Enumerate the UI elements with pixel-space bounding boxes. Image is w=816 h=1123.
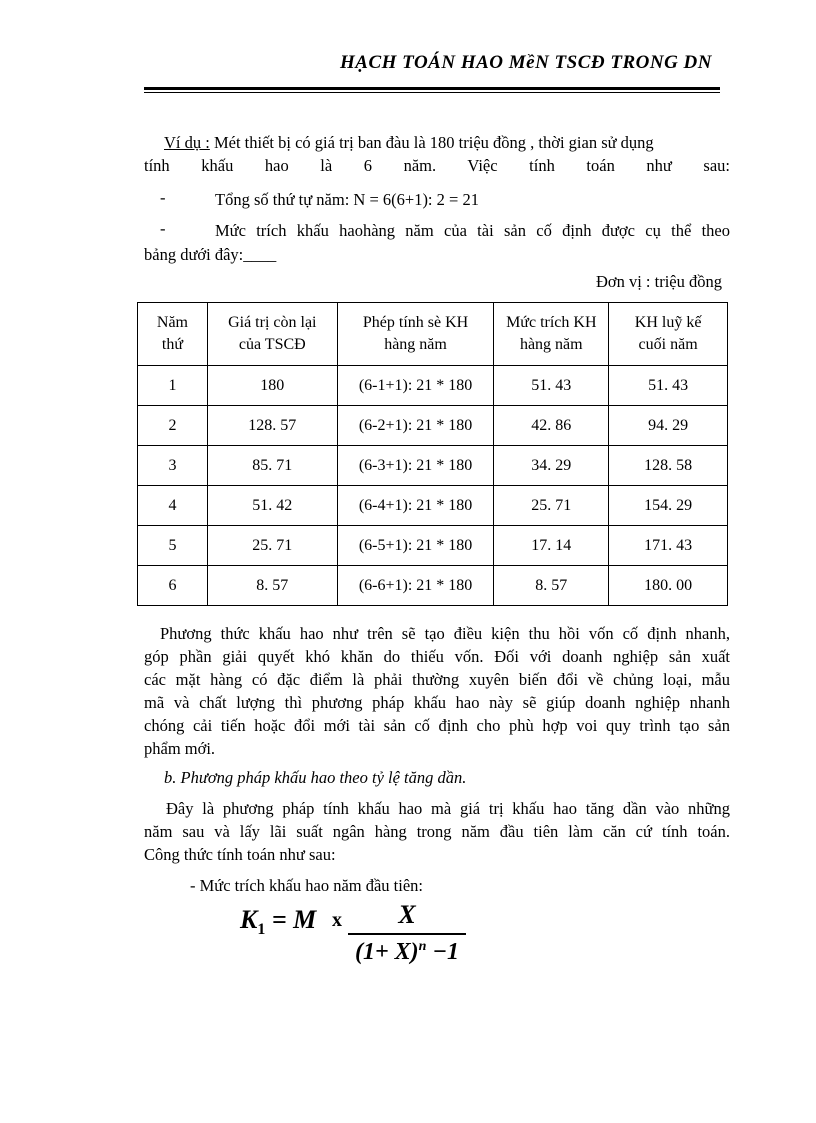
page-header-title: HẠCH TOÁN HAO MềN TSCĐ TRONG DN: [340, 52, 712, 73]
fraction-bar: [348, 933, 466, 935]
bullet-text-1: Tổng số thứ tự năm: N = 6(6+1): 2 = 21: [215, 190, 479, 209]
cell-calc: (6-2+1): 21 * 180: [337, 406, 494, 446]
paragraph-1-line-1: Phương thức khấu hao như trên sẽ tạo điều kiện thu hồi vốn cố định nhanh,: [160, 624, 730, 643]
table-row: [138, 526, 728, 566]
cell-remaining: 25. 71: [207, 526, 337, 566]
th-remaining-value: Giá trị còn lại của TSCĐ: [207, 303, 337, 366]
paragraph-1-line-6: phẩm mới.: [144, 739, 216, 758]
section-b-heading: b. Phương pháp khấu hao theo tỷ lệ tăng dần.: [164, 768, 467, 787]
formula-lhs-sub: 1: [257, 921, 266, 938]
formula-intro: - Mức trích khấu hao năm đầu tiên:: [190, 876, 423, 895]
cell-calc: (6-6+1): 21 * 180: [337, 566, 494, 606]
cell-calc: (6-5+1): 21 * 180: [337, 526, 494, 566]
formula-fraction: [348, 900, 466, 966]
example-line-1: [144, 131, 730, 154]
table-header-row: [138, 303, 728, 366]
unit-label: Đơn vị : triệu đồng: [595, 272, 722, 291]
paragraph-2-line-3: Công thức tính toán như sau:: [144, 845, 336, 864]
cell-accumulated: 94. 29: [609, 406, 728, 446]
cell-year: 2: [138, 406, 208, 446]
table-row: [138, 566, 728, 606]
formula-numerator: X: [398, 900, 416, 929]
cell-remaining: 51. 42: [207, 486, 337, 526]
bullet-text-2: Mức trích khấu haohàng năm của tài sản cố định được cụ thể theo: [215, 221, 730, 240]
cell-accumulated: 128. 58: [609, 446, 728, 486]
cell-annual: 8. 57: [494, 566, 609, 606]
formula-eq-m: = M: [271, 905, 317, 934]
cell-annual: 42. 86: [494, 406, 609, 446]
cell-accumulated: 171. 43: [609, 526, 728, 566]
cell-year: 6: [138, 566, 208, 606]
cell-remaining: 180: [207, 366, 337, 406]
table-row: [138, 446, 728, 486]
paragraph-2-line-2: năm sau và lấy lãi suất ngân hàng trong năm đầu tiên làm căn cứ tính toán.: [144, 822, 730, 841]
cell-year: 1: [138, 366, 208, 406]
example-line-2: tính khấu hao là 6 năm. Việc tính toán như sau:: [144, 156, 730, 175]
bullet-text-2-cont: bảng dưới đây:____: [144, 245, 277, 264]
cell-year: 5: [138, 526, 208, 566]
example-text-1: Mét thiết bị có giá trị ban đàu là 180 triệu đồng , thời gian sử dụng: [209, 133, 654, 152]
cell-accumulated: 180. 00: [609, 566, 728, 606]
paragraph-1-line-5: chóng cải tiến hoặc đổi mới tài sản cố định cho phù hợp voi quy trình tạo sản: [144, 716, 730, 735]
th-annual-depreciation: Mức trích KH hàng năm: [494, 303, 609, 366]
cell-calc: (6-1+1): 21 * 180: [337, 366, 494, 406]
cell-annual: 34. 29: [494, 446, 609, 486]
paragraph-1-line-4: mã và chất lượng thì phương pháp khấu hao này sẽ giúp doanh nghiệp nhanh: [144, 693, 730, 712]
cell-remaining: 85. 71: [207, 446, 337, 486]
th-calculation: Phép tính sè KH hàng năm: [337, 303, 494, 366]
paragraph-1-line-2: góp phần giải quyết khó khăn do thiếu vốn. Đối với doanh nghiệp sản xuất: [144, 647, 730, 666]
th-accumulated: KH luỹ kế cuối năm: [609, 303, 728, 366]
formula-times: x: [332, 909, 342, 931]
formula-denominator: $(1+ X)^n -1$: [354, 939, 459, 965]
table-row: [138, 486, 728, 526]
table-row: [138, 406, 728, 446]
bullet-marker-1: -: [160, 188, 166, 207]
paragraph-1-line-3: các mặt hàng có đặc điểm là phải thường xuyên biến đổi về chủng loại, mẫu: [144, 670, 730, 689]
header-rule-thin: [144, 92, 720, 93]
header-rule-thick: [144, 87, 720, 90]
depreciation-table: [137, 302, 728, 606]
formula-lhs: K: [240, 905, 258, 934]
cell-accumulated: 51. 43: [609, 366, 728, 406]
cell-calc: (6-3+1): 21 * 180: [337, 446, 494, 486]
cell-year: 3: [138, 446, 208, 486]
cell-annual: 17. 14: [494, 526, 609, 566]
bullet-marker-2: -: [160, 219, 166, 238]
paragraph-2-line-1: Đây là phương pháp tính khấu hao mà giá trị khấu hao tăng dần vào những: [166, 799, 730, 818]
cell-accumulated: 154. 29: [609, 486, 728, 526]
cell-year: 4: [138, 486, 208, 526]
example-label: Ví dụ :: [164, 133, 210, 152]
cell-annual: 25. 71: [494, 486, 609, 526]
cell-remaining: 128. 57: [207, 406, 337, 446]
cell-calc: (6-4+1): 21 * 180: [337, 486, 494, 526]
cell-annual: 51. 43: [494, 366, 609, 406]
table-row: [138, 366, 728, 406]
th-year: Năm thứ: [138, 303, 208, 366]
cell-remaining: 8. 57: [207, 566, 337, 606]
formula: [240, 900, 459, 965]
